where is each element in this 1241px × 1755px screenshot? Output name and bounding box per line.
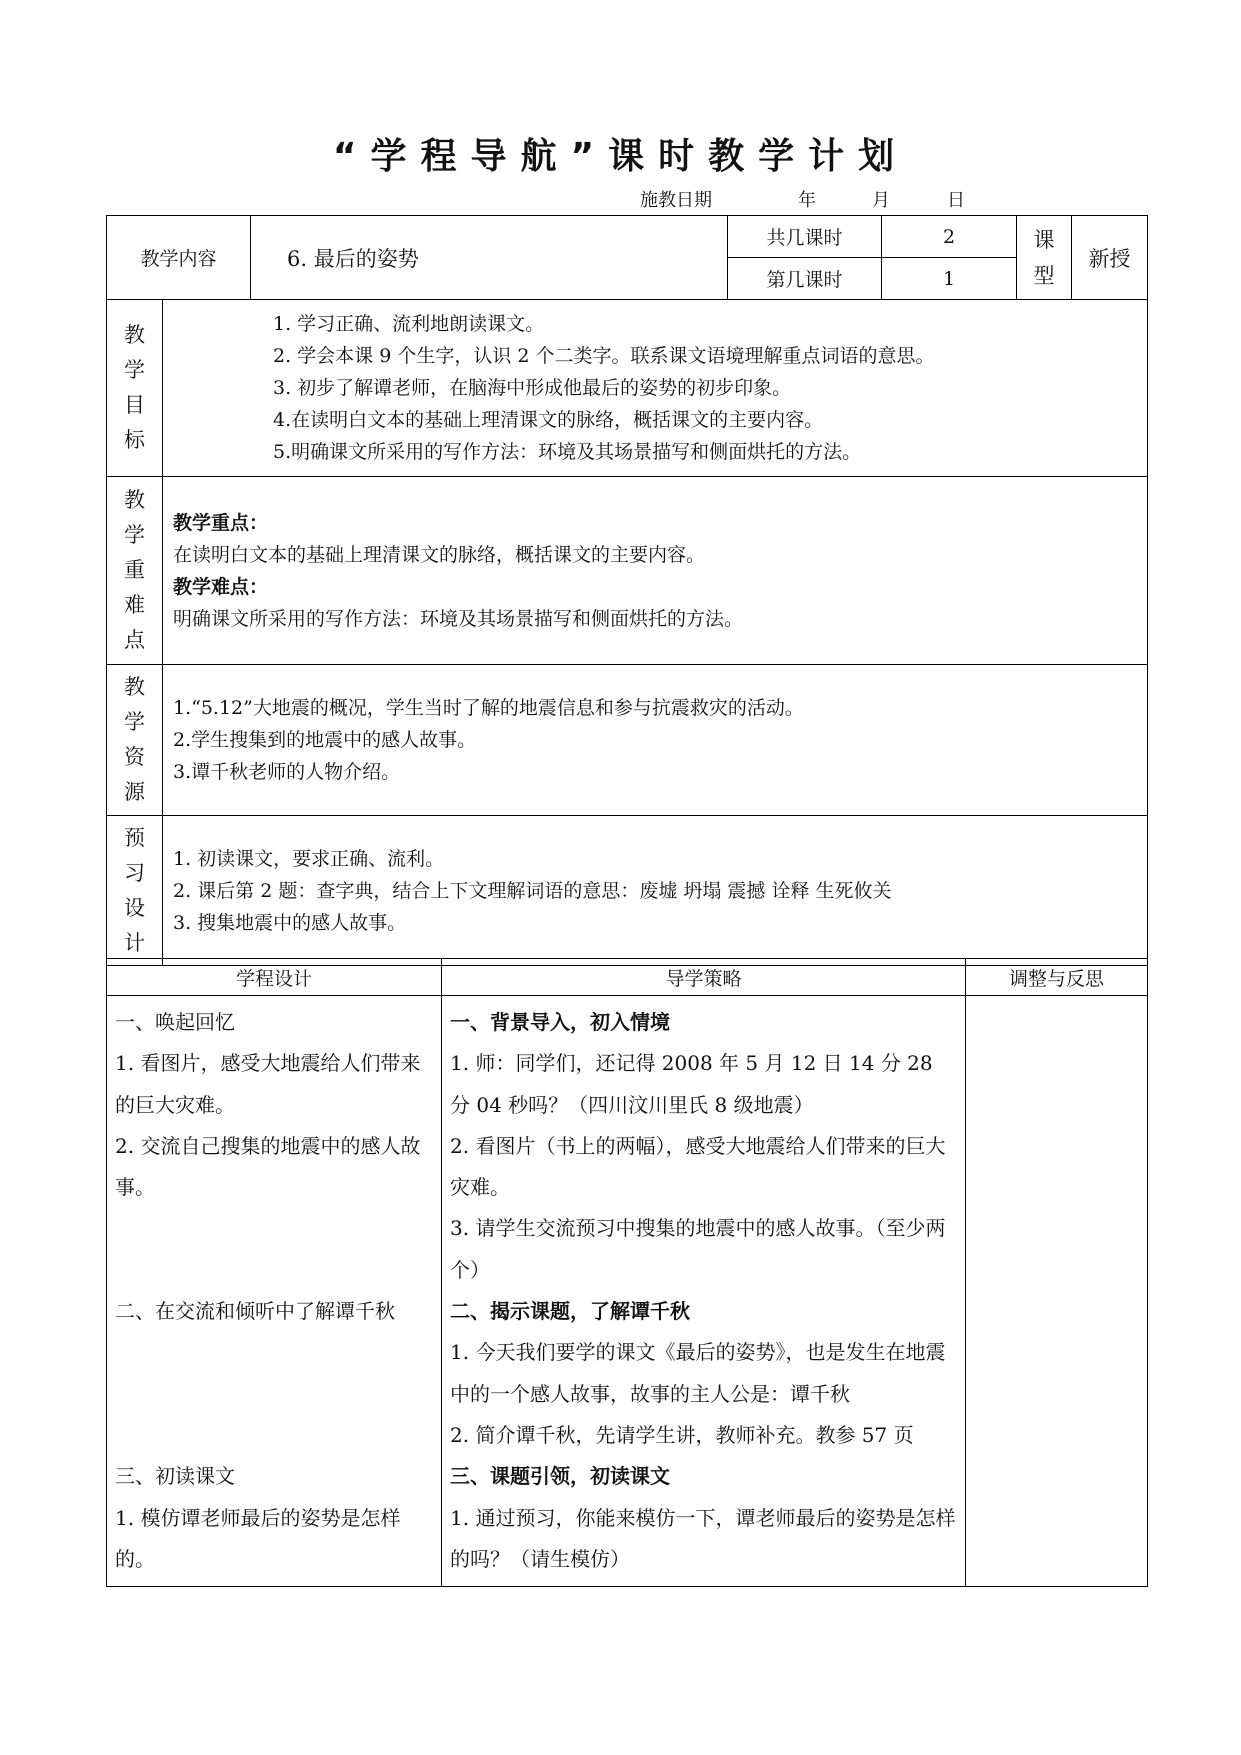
- strategy-line: 1. 今天我们要学的课文《最后的姿势》，也是发生在地震中的一个感人故事，故事的主人公是：谭千秋: [450, 1340, 946, 1406]
- total-value: 2: [882, 216, 1017, 258]
- goal-item: 5.明确课文所采用的写作方法：环境及其场景描写和侧面烘托的方法。: [273, 441, 862, 463]
- goal-item: 4.在读明白文本的基础上理清课文的脉络，概括课文的主要内容。: [273, 409, 824, 431]
- strategy-column: [442, 996, 966, 1587]
- process-header-reflection: 调整与反思: [966, 959, 1148, 996]
- date-month: 月: [872, 190, 890, 211]
- strategy-line: 1. 通过预习，你能来模仿一下，谭老师最后的姿势是怎样的吗？（请生模仿）: [450, 1505, 956, 1571]
- goal-item: 1. 学习正确、流利地朗读课文。: [273, 313, 545, 335]
- content-label: 教学内容: [107, 216, 251, 300]
- date-year: 年: [798, 190, 816, 211]
- date-label: 施教日期: [640, 190, 712, 211]
- design-line: 1. 模仿谭老师最后的姿势是怎样的。: [115, 1505, 401, 1571]
- goals-list: [163, 300, 1148, 477]
- process-table: [106, 958, 1148, 1587]
- design-line: 一、唤起回忆: [115, 1010, 235, 1034]
- goal-item: 3. 初步了解谭老师，在脑海中形成他最后的姿势的初步印象。: [273, 377, 792, 399]
- preview-item: 3. 搜集地震中的感人故事。: [173, 911, 407, 934]
- design-spacer: [115, 1332, 433, 1456]
- strategy-heading: 三、课题引领，初读课文: [450, 1464, 670, 1489]
- type-label: 课 型: [1017, 216, 1072, 300]
- goals-label: 教 学 目 标: [107, 300, 163, 477]
- preview-label: 预 习 设 计: [107, 816, 163, 966]
- difficulty-title: 教学难点：: [173, 575, 269, 598]
- reflection-column: [966, 996, 1148, 1587]
- plan-table: [106, 215, 1148, 966]
- resource-item: 2.学生搜集到的地震中的感人故事。: [173, 729, 477, 751]
- preview-item: 1. 初读课文，要求正确、流利。: [173, 847, 445, 870]
- strategy-line: 1. 师：同学们，还记得 2008 年 5 月 12 日 14 分 28 分 04 秒吗？（四川汶川里氏 8 级地震）: [450, 1051, 933, 1117]
- date-day: 日: [947, 190, 965, 211]
- design-line: 二、在交流和倾听中了解谭千秋: [115, 1299, 395, 1324]
- key-text: 在读明白文本的基础上理清课文的脉络，概括课文的主要内容。: [173, 543, 706, 566]
- strategy-line: 2. 看图片（书上的两幅），感受大地震给人们带来的巨大灾难。: [450, 1133, 946, 1200]
- key-title: 教学重点：: [173, 511, 269, 534]
- date-line: [640, 186, 1000, 212]
- type-value: 新授: [1072, 216, 1148, 300]
- strategy-line: 2. 简介谭千秋，先请学生讲，教师补充。教参 57 页: [450, 1422, 914, 1447]
- page-title: “学程导航”课时教学计划: [332, 136, 909, 177]
- goal-item: 2. 学会本课 9 个生字，认识 2 个二类字。联系课文语境理解重点词语的意思。: [273, 345, 935, 367]
- resources-label: 教 学 资 源: [107, 665, 163, 816]
- strategy-heading: 二、揭示课题，了解谭千秋: [450, 1299, 690, 1324]
- design-column: [107, 996, 442, 1587]
- nth-value: 1: [882, 258, 1017, 300]
- preview-item: 2. 课后第 2 题：查字典，结合上下文理解词语的意思：废墟 坍塌 震撼 诠释 生死攸关: [173, 879, 892, 902]
- design-line: 三、初读课文: [115, 1464, 235, 1489]
- process-header-strategy: 导学策略: [442, 959, 966, 996]
- resource-item: 1.“5.12”大地震的概况，学生当时了解的地震信息和参与抗震救灾的活动。: [173, 697, 804, 719]
- content-value: 6. 最后的姿势: [251, 216, 728, 300]
- design-line: 2. 交流自己搜集的地震中的感人故事。: [115, 1133, 421, 1200]
- preview-list: [163, 816, 1148, 966]
- process-header-design: 学程设计: [107, 959, 442, 996]
- strategy-line: 3. 请学生交流预习中搜集的地震中的感人故事。（至少两个）: [450, 1216, 946, 1282]
- resources-list: [163, 665, 1148, 816]
- design-spacer: [115, 1208, 433, 1291]
- resource-item: 3.谭千秋老师的人物介绍。: [173, 761, 401, 783]
- design-line: 1. 看图片，感受大地震给人们带来的巨大灾难。: [115, 1051, 421, 1117]
- key-label: 教 学 重 难 点: [107, 477, 163, 665]
- strategy-heading: 一、背景导入，初入情境: [450, 1010, 670, 1034]
- difficulty-text: 明确课文所采用的写作方法：环境及其场景描写和侧面烘托的方法。: [173, 607, 744, 630]
- total-label: 共几课时: [728, 216, 882, 258]
- nth-label: 第几课时: [728, 258, 882, 300]
- key-content: [163, 477, 1148, 665]
